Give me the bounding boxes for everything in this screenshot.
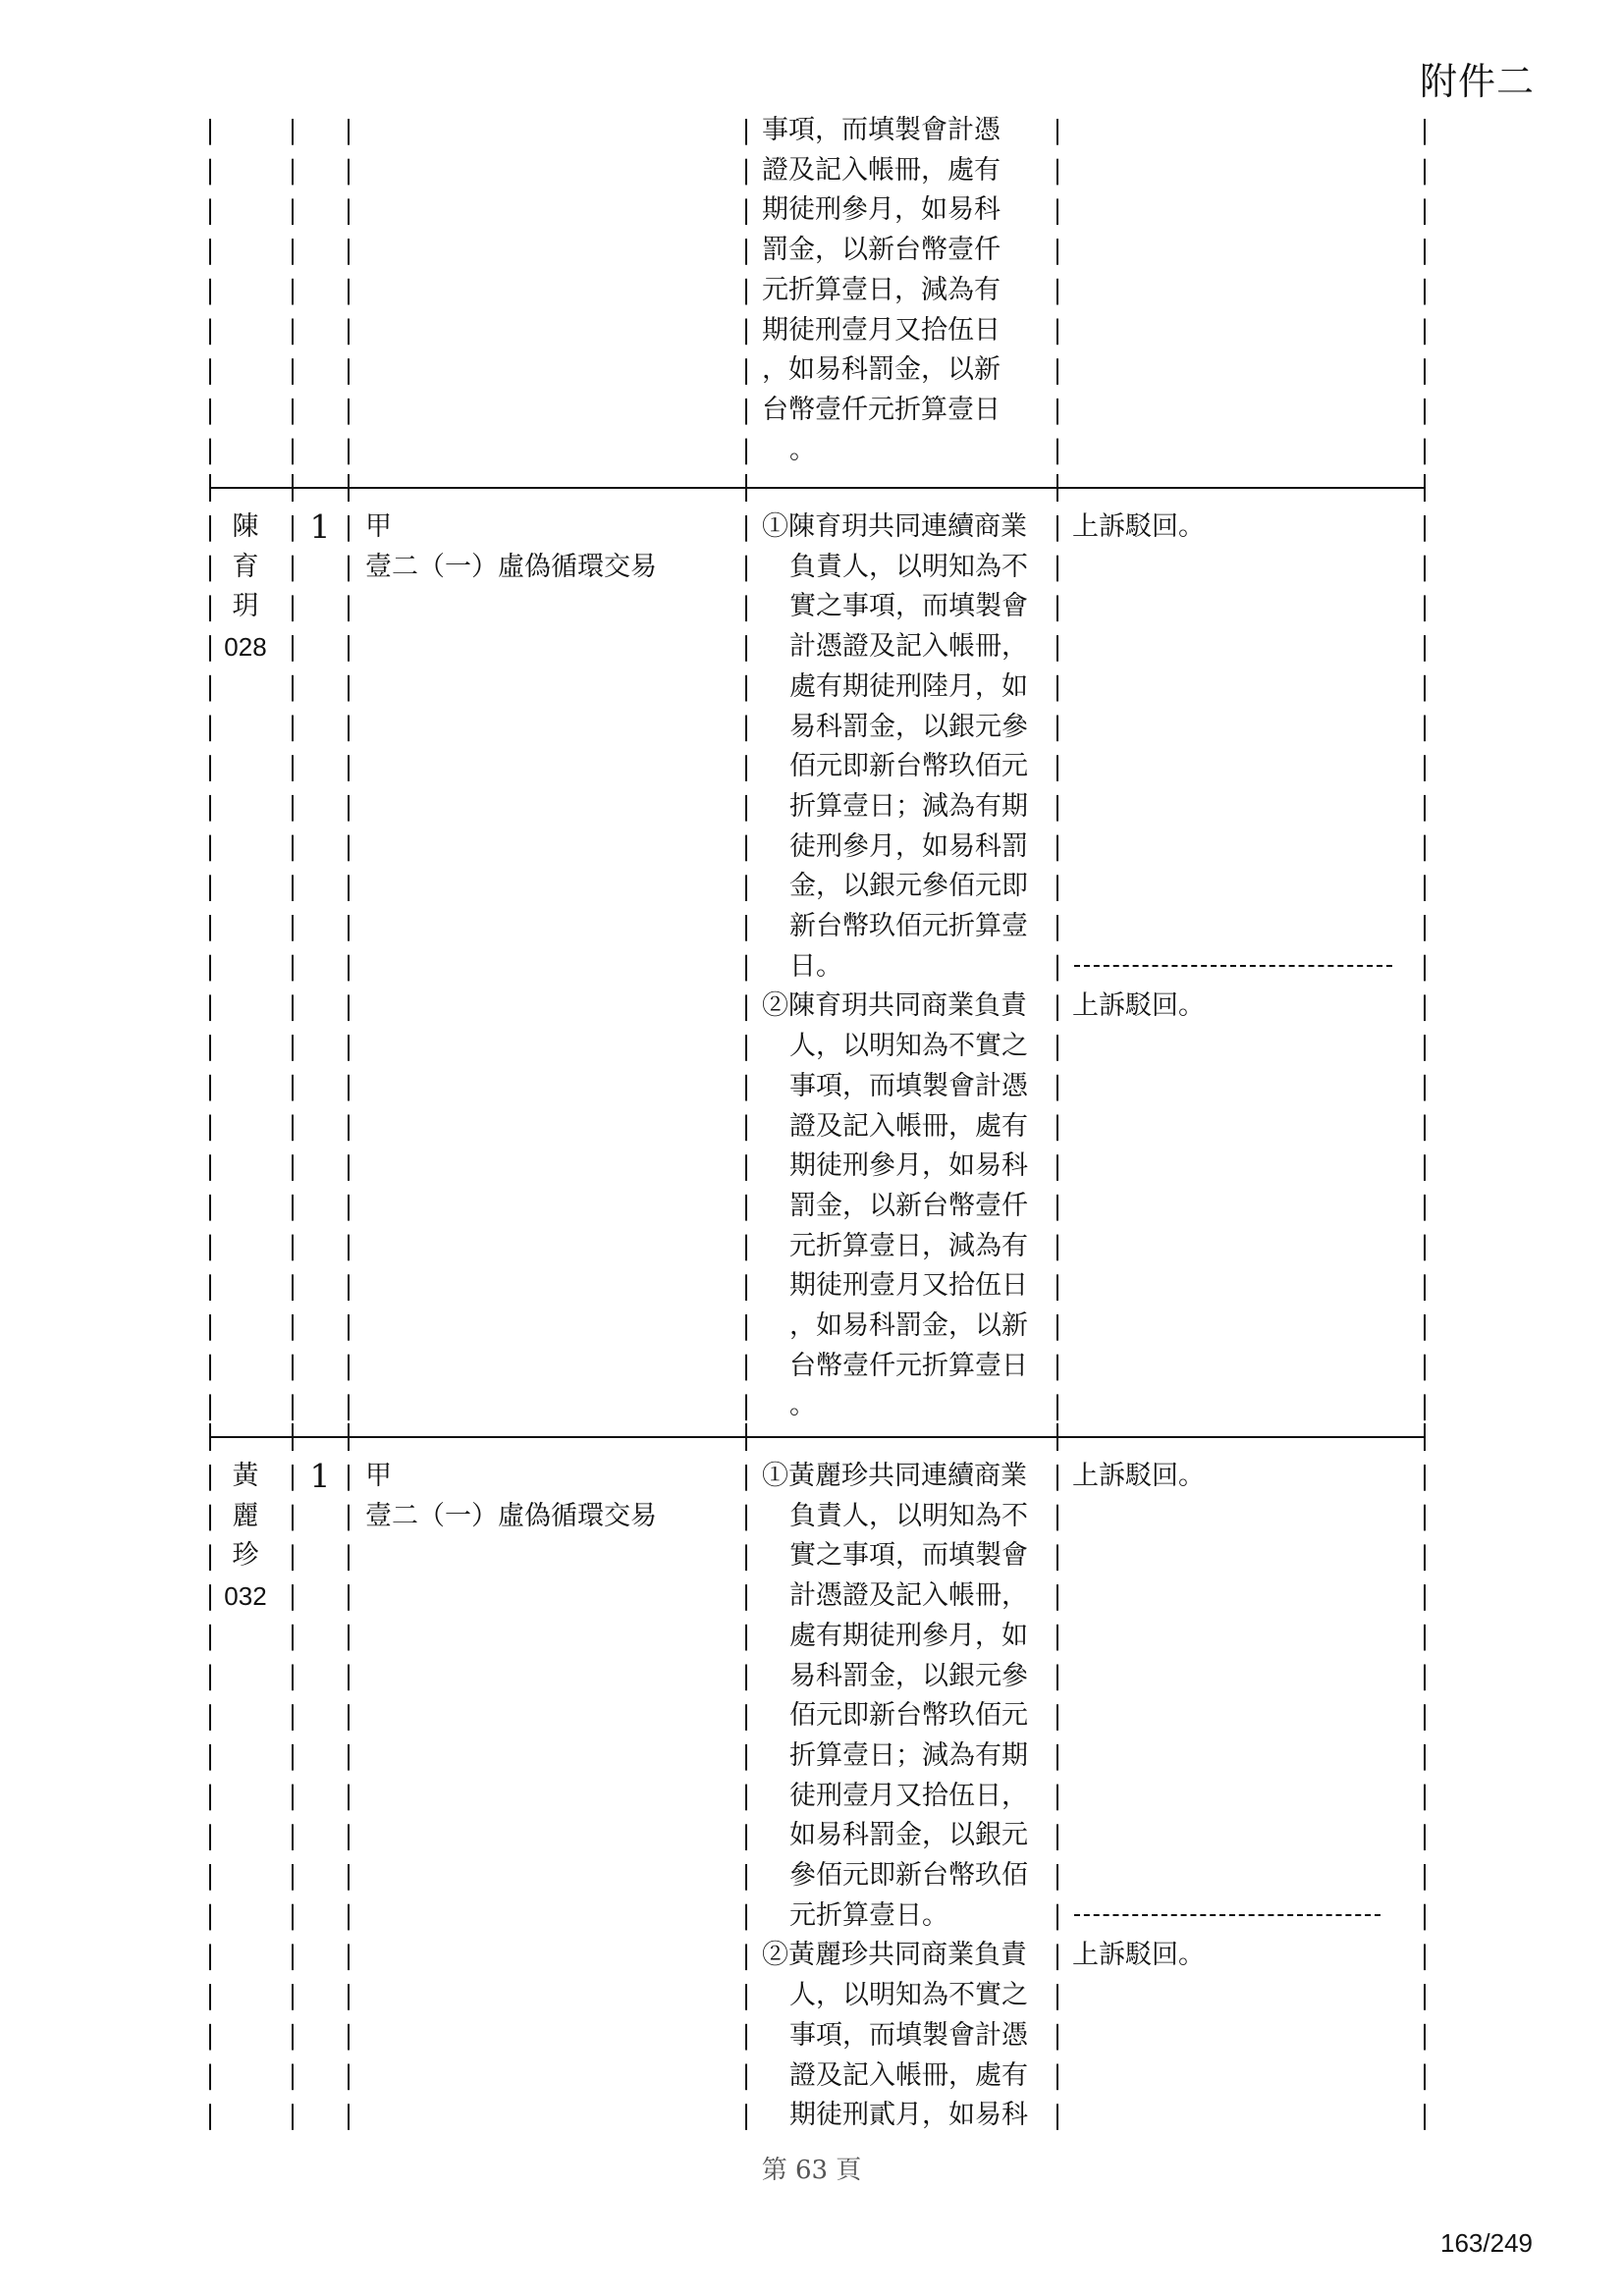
defendant-code: 028 bbox=[224, 632, 267, 663]
offense-category: 甲 bbox=[365, 1461, 392, 1491]
page-number: 第 63 頁 bbox=[761, 2156, 862, 2185]
verdict-line: 易科罰金，以銀元參 bbox=[789, 711, 1028, 742]
verdict-line: 事項，而填製會計憑 bbox=[762, 115, 1001, 145]
defendant-code: 032 bbox=[224, 1581, 267, 1612]
verdict-line: 計憑證及記入帳冊， bbox=[789, 631, 1028, 663]
appeal-result: 上訴駁回。 bbox=[1072, 990, 1205, 1021]
verdict-line: 期徒刑壹月又拾伍日 bbox=[789, 1270, 1028, 1302]
sentence-divider bbox=[1074, 1914, 1380, 1916]
verdict-line: 金，以銀元參佰元即 bbox=[789, 871, 1028, 902]
annex-label: 附件二 bbox=[1419, 60, 1535, 103]
verdict-line: 參佰元即新台幣玖佰 bbox=[789, 1860, 1028, 1892]
verdict-line: 計憑證及記入帳冊， bbox=[789, 1580, 1028, 1612]
pdf-page-count: 163/249 bbox=[1440, 2228, 1533, 2258]
verdict-line: 處有期徒刑參月，如 bbox=[789, 1620, 1028, 1651]
verdict-line: 佰元即新台幣玖佰元 bbox=[789, 1700, 1028, 1732]
offense-description: 壹二（一）虛偽循環交易 bbox=[365, 1500, 657, 1531]
verdict-line: 罰金，以新台幣壹仟 bbox=[789, 1190, 1028, 1221]
verdict-line: 期徒刑壹月又拾伍日 bbox=[762, 314, 1001, 346]
offense-category: 甲 bbox=[365, 511, 392, 542]
name-char: 育 bbox=[232, 551, 259, 582]
offense-cell bbox=[365, 507, 657, 587]
verdict-line: 佰元即新台幣玖佰元 bbox=[789, 751, 1028, 782]
item-index: 1 bbox=[309, 1457, 331, 1495]
verdict-line: ②陳育玥共同商業負責 bbox=[762, 990, 1027, 1022]
verdict-line: 證及記入帳冊，處有 bbox=[789, 2059, 1028, 2091]
verdict-line: 元折算壹日。 bbox=[789, 1899, 948, 1931]
verdict-line: 徒刑參月，如易科罰 bbox=[789, 830, 1028, 862]
verdict-line: 處有期徒刑陸月，如 bbox=[789, 670, 1028, 702]
verdict-line: ①黃麗珍共同連續商業 bbox=[762, 1461, 1027, 1491]
appeal-result: 上訴駁回。 bbox=[1072, 1940, 1205, 1970]
verdict-line: 證及記入帳冊，處有 bbox=[789, 1110, 1028, 1142]
verdict-line: 事項，而填製會計憑 bbox=[789, 1070, 1028, 1101]
item-index: 1 bbox=[309, 507, 331, 546]
verdict-line: 人，以明知為不實之 bbox=[789, 1031, 1028, 1062]
verdict-line: 折算壹日；減為有期 bbox=[789, 1739, 1028, 1771]
verdict-line: 如易科罰金，以銀元 bbox=[789, 1820, 1028, 1851]
verdict-line: ，如易科罰金，以新 bbox=[789, 1310, 1028, 1342]
verdict-line: ，如易科罰金，以新 bbox=[762, 354, 1001, 386]
verdict-line: 徒刑壹月又拾伍日， bbox=[789, 1780, 1028, 1811]
verdict-line: 期徒刑貳月，如易科 bbox=[789, 2100, 1028, 2131]
verdict-line: 實之事項，而填製會 bbox=[789, 591, 1028, 622]
verdict-line: 元折算壹日，減為有 bbox=[789, 1230, 1028, 1261]
verdict-line: 實之事項，而填製會 bbox=[789, 1540, 1028, 1572]
name-char: 珍 bbox=[232, 1540, 259, 1572]
verdict-line: 。 bbox=[789, 1390, 816, 1421]
name-char: 黃 bbox=[232, 1461, 259, 1491]
name-char: 陳 bbox=[232, 511, 259, 542]
verdict-line: 折算壹日；減為有期 bbox=[789, 790, 1028, 822]
sentence-text bbox=[762, 1457, 1056, 2136]
verdict-line: 證及記入帳冊，處有 bbox=[762, 154, 1001, 186]
sentence-text bbox=[762, 507, 1056, 1426]
defendant-name bbox=[222, 1457, 269, 1617]
verdict-line: 期徒刑參月，如易科 bbox=[789, 1150, 1028, 1182]
defendant-name bbox=[222, 507, 269, 667]
verdict-line: 負責人，以明知為不 bbox=[789, 551, 1028, 582]
verdict-line: 新台幣玖佰元折算壹 bbox=[789, 911, 1028, 942]
verdict-line: 罰金，以新台幣壹仟 bbox=[762, 235, 1001, 266]
verdict-line: 。 bbox=[789, 434, 816, 465]
verdict-line: 台幣壹仟元折算壹日 bbox=[789, 1350, 1028, 1381]
verdict-line: 人，以明知為不實之 bbox=[789, 1980, 1028, 2011]
verdict-line: 易科罰金，以銀元參 bbox=[789, 1660, 1028, 1691]
sentence-divider bbox=[1074, 965, 1392, 967]
verdict-line: ①陳育玥共同連續商業 bbox=[762, 511, 1027, 542]
verdict-line: 期徒刑參月，如易科 bbox=[762, 194, 1001, 226]
verdict-line: 元折算壹日，減為有 bbox=[762, 274, 1001, 305]
verdict-line: ②黃麗珍共同商業負責 bbox=[762, 1940, 1027, 1971]
name-char: 玥 bbox=[232, 591, 259, 622]
appeal-result: 上訴駁回。 bbox=[1072, 1461, 1205, 1491]
verdict-line: 事項，而填製會計憑 bbox=[789, 2019, 1028, 2051]
appeal-result: 上訴駁回。 bbox=[1072, 511, 1205, 542]
verdict-line: 負責人，以明知為不 bbox=[789, 1500, 1028, 1531]
verdict-line: 台幣壹仟元折算壹日 bbox=[762, 394, 1001, 425]
verdict-line: 日。 bbox=[789, 950, 842, 982]
continuation-verdict bbox=[762, 111, 1056, 470]
name-char: 麗 bbox=[232, 1500, 259, 1531]
offense-cell bbox=[365, 1457, 657, 1536]
offense-description: 壹二（一）虛偽循環交易 bbox=[365, 551, 657, 582]
